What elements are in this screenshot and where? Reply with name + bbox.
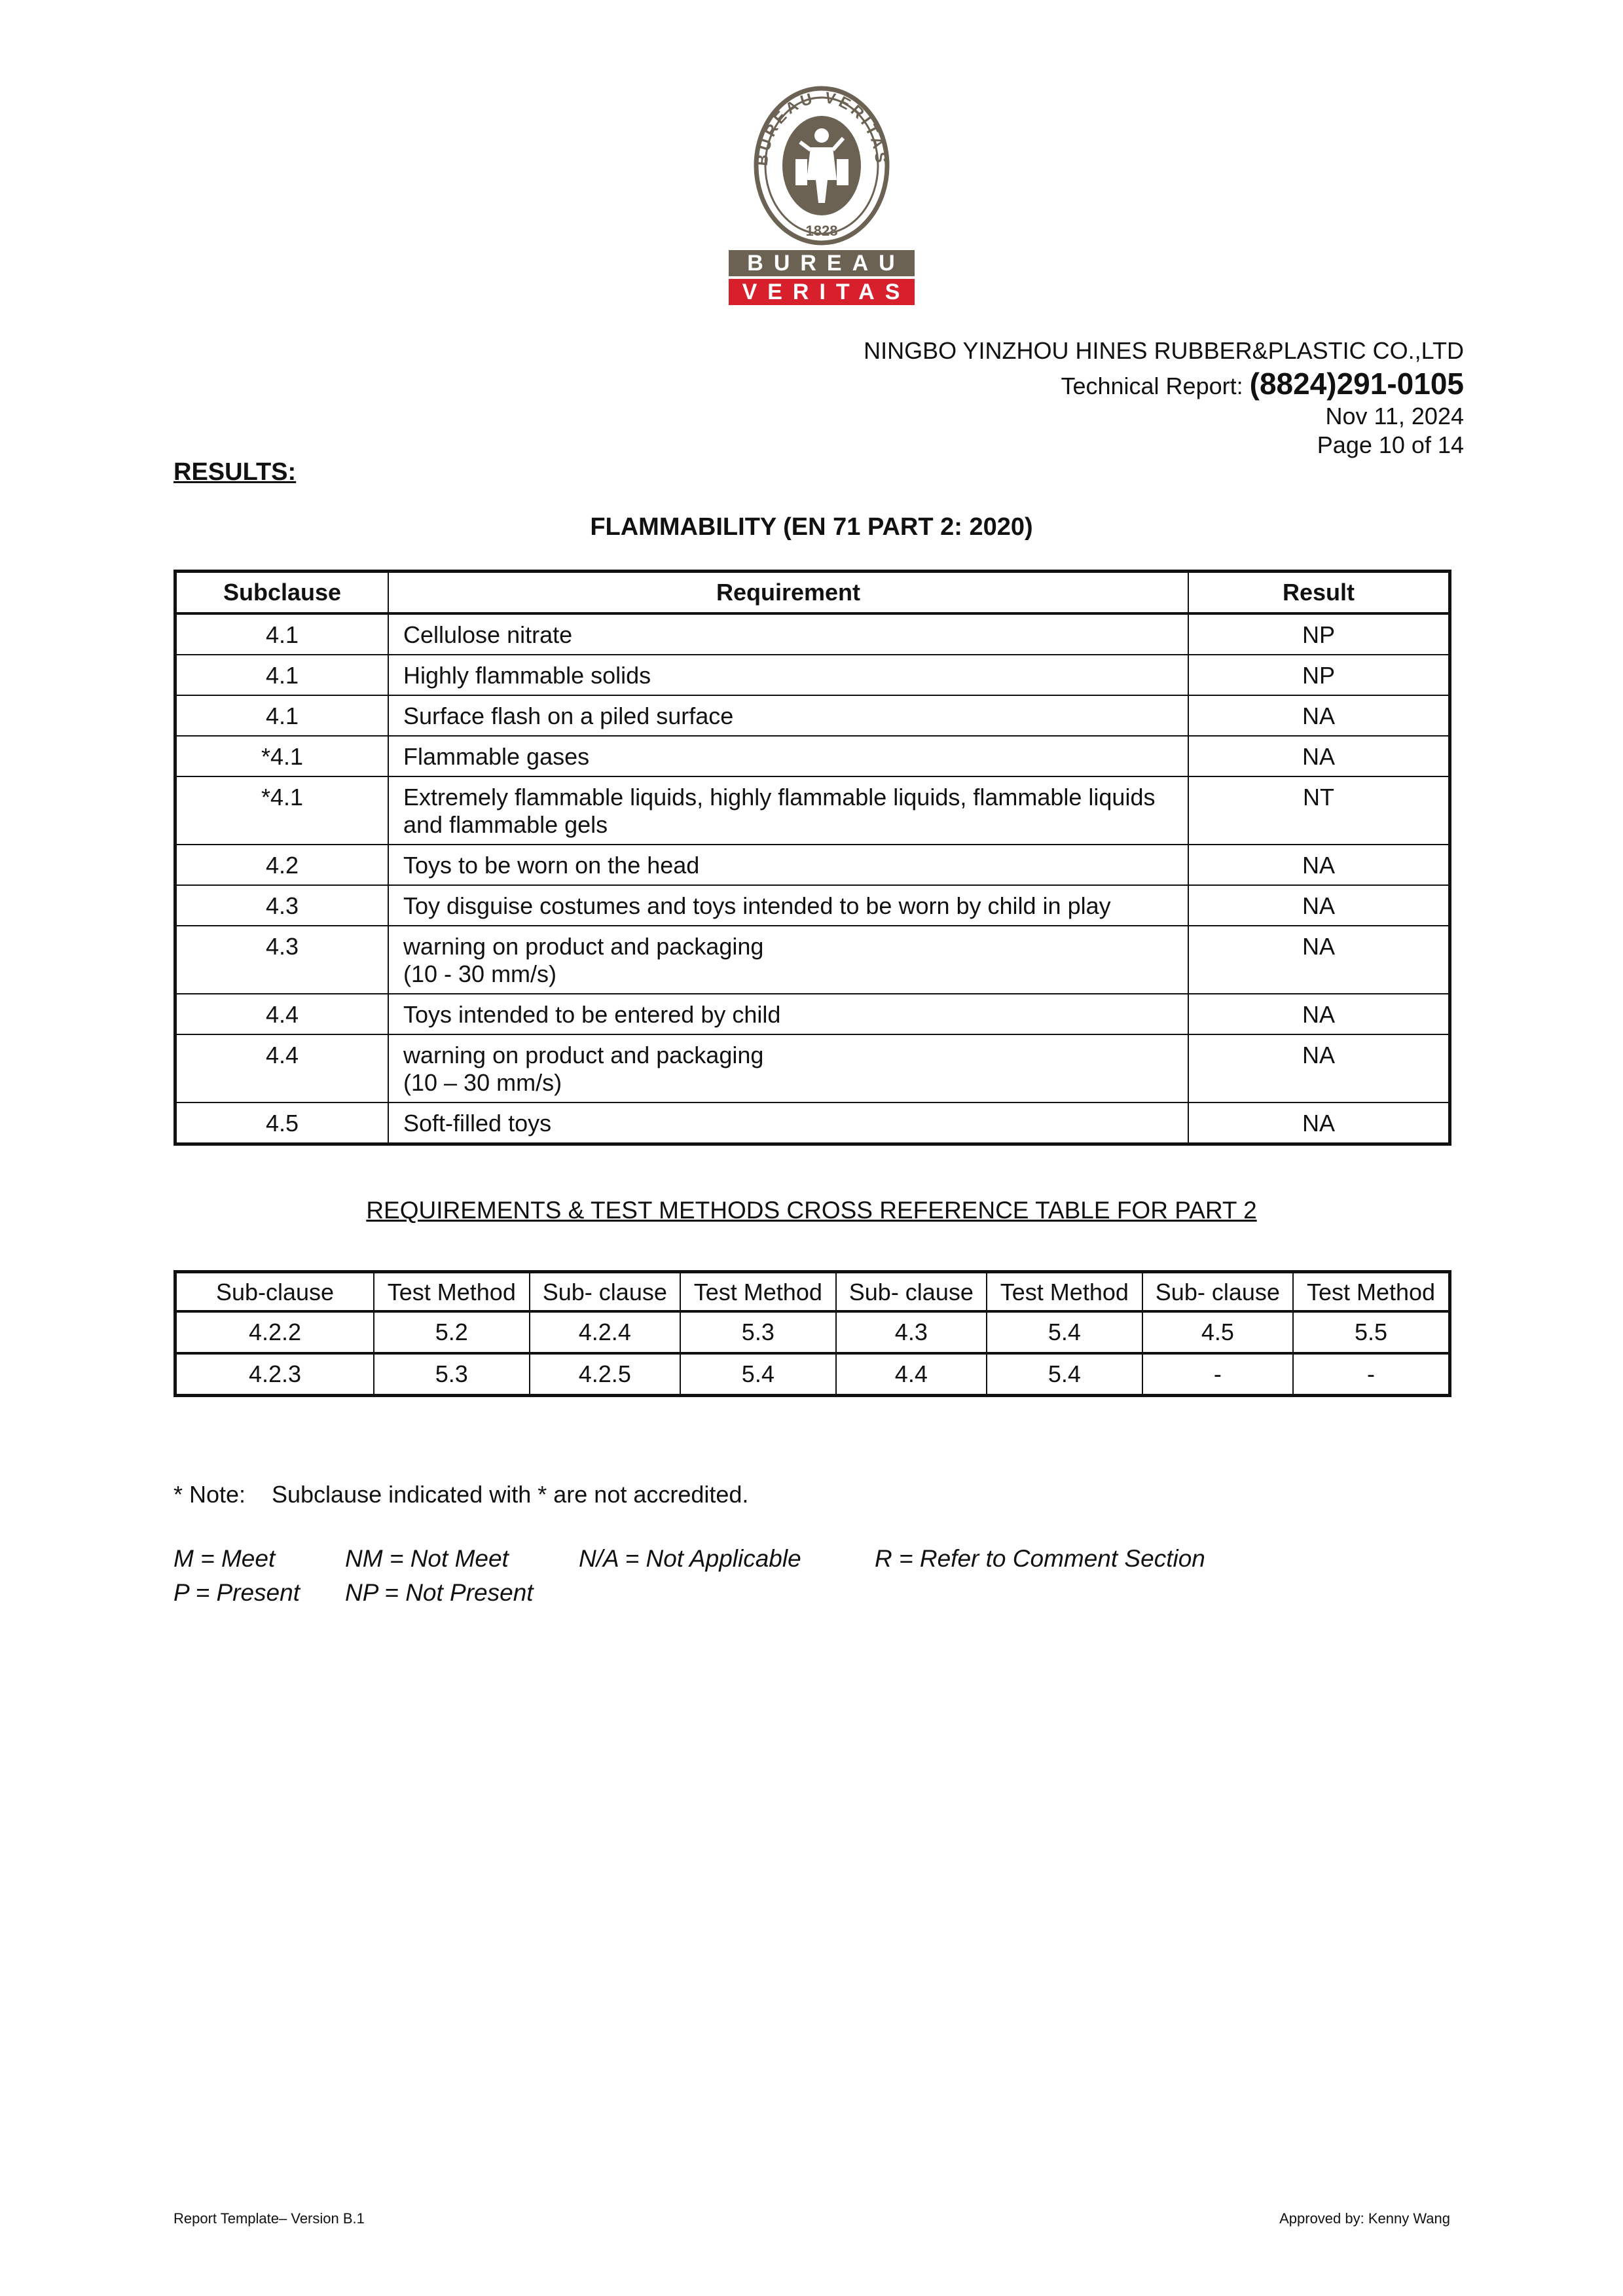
subclause-cell: 4.1 xyxy=(175,655,389,695)
table-row xyxy=(175,926,1450,994)
column-header: Requirement xyxy=(388,572,1188,614)
table-row xyxy=(175,613,1450,655)
requirement-cell: Toy disguise costumes and toys intended to be worn by child in play xyxy=(388,885,1188,926)
subclause-cell: 4.4 xyxy=(175,1034,389,1102)
subclause-cell: 4.3 xyxy=(175,885,389,926)
table-cell: 4.2.3 xyxy=(175,1353,374,1396)
table-cell: 5.4 xyxy=(987,1311,1142,1353)
table-cell: 5.2 xyxy=(374,1311,530,1353)
requirement-cell: Toys to be worn on the head xyxy=(388,845,1188,885)
table-cell: 4.4 xyxy=(836,1353,987,1396)
requirement-cell: Surface flash on a piled surface xyxy=(388,695,1188,736)
legend-meet: M = Meet xyxy=(173,1545,276,1572)
legend-refer: R = Refer to Comment Section xyxy=(875,1545,1205,1572)
legend-not-meet: NM = Not Meet xyxy=(345,1545,509,1572)
table-row xyxy=(175,1311,1450,1353)
table-cell: 4.3 xyxy=(836,1311,987,1353)
legend-not-applicable: N/A = Not Applicable xyxy=(579,1545,801,1572)
requirement-cell: Cellulose nitrate xyxy=(388,613,1188,655)
table-cell: 4.2.5 xyxy=(530,1353,680,1396)
result-cell: NP xyxy=(1188,613,1450,655)
page-indicator: Page 10 of 14 xyxy=(1317,431,1464,458)
column-header: Test Method xyxy=(1293,1272,1450,1312)
table-cell: 5.4 xyxy=(680,1353,836,1396)
subclause-cell: 4.4 xyxy=(175,994,389,1034)
cross-reference-table xyxy=(173,1270,1451,1397)
column-header: Result xyxy=(1188,572,1450,614)
result-cell: NA xyxy=(1188,1034,1450,1102)
subclause-cell: 4.1 xyxy=(175,613,389,655)
report-number-line xyxy=(1061,369,1464,401)
table-cell: - xyxy=(1293,1353,1450,1396)
requirement-cell: warning on product and packaging (10 – 30 mm/s) xyxy=(388,1034,1188,1102)
table-row xyxy=(175,994,1450,1034)
footer-approved-by: Approved by: Kenny Wang xyxy=(1279,2210,1450,2227)
table-cell: 5.3 xyxy=(374,1353,530,1396)
column-header: Sub- clause xyxy=(836,1272,987,1312)
cross-reference-title: REQUIREMENTS & TEST METHODS CROSS REFERENCE TABLE FOR PART 2 xyxy=(366,1197,1257,1224)
subclause-cell: *4.1 xyxy=(175,776,389,845)
table-row xyxy=(175,1034,1450,1102)
table-row xyxy=(175,885,1450,926)
requirement-cell: Toys intended to be entered by child xyxy=(388,994,1188,1034)
result-cell: NP xyxy=(1188,655,1450,695)
requirement-cell: Flammable gases xyxy=(388,736,1188,776)
column-header: Test Method xyxy=(680,1272,836,1312)
report-label: Technical Report: xyxy=(1061,373,1243,399)
report-date: Nov 11, 2024 xyxy=(1325,403,1464,429)
table-cell: 5.5 xyxy=(1293,1311,1450,1353)
results-heading: RESULTS: xyxy=(173,458,297,486)
table-cell: 5.4 xyxy=(987,1353,1142,1396)
result-cell: NA xyxy=(1188,845,1450,885)
table-row xyxy=(175,1102,1450,1144)
requirement-cell: Highly flammable solids xyxy=(388,655,1188,695)
column-header: Subclause xyxy=(175,572,389,614)
note-text: Subclause indicated with * are not accredited. xyxy=(272,1481,749,1508)
result-cell: NA xyxy=(1188,1102,1450,1144)
svg-text:BUREAU VERITAS: BUREAU VERITAS xyxy=(753,88,890,167)
table-row xyxy=(175,695,1450,736)
subclause-cell: 4.1 xyxy=(175,695,389,736)
table-cell: 5.3 xyxy=(680,1311,836,1353)
column-header: Sub-clause xyxy=(175,1272,374,1312)
footer-template-version: Report Template– Version B.1 xyxy=(173,2210,365,2227)
flammability-table xyxy=(173,570,1451,1146)
table-row xyxy=(175,1353,1450,1396)
table-row xyxy=(175,776,1450,845)
column-header: Test Method xyxy=(374,1272,530,1312)
legend-not-present: NP = Not Present xyxy=(345,1579,534,1606)
legend-present: P = Present xyxy=(173,1579,300,1606)
company-name: NINGBO YINZHOU HINES RUBBER&PLASTIC CO.,LTD xyxy=(864,337,1464,364)
subclause-cell: 4.5 xyxy=(175,1102,389,1144)
table-cell: 4.2.2 xyxy=(175,1311,374,1353)
table-row xyxy=(175,736,1450,776)
note-label: * Note: xyxy=(173,1481,246,1508)
requirement-cell: Soft-filled toys xyxy=(388,1102,1188,1144)
table-row xyxy=(175,845,1450,885)
result-cell: NA xyxy=(1188,695,1450,736)
flammability-title: FLAMMABILITY (EN 71 PART 2: 2020) xyxy=(590,513,1033,541)
requirement-cell: warning on product and packaging (10 - 30 mm/s) xyxy=(388,926,1188,994)
result-cell: NA xyxy=(1188,926,1450,994)
column-header: Sub- clause xyxy=(1142,1272,1293,1312)
table-cell: - xyxy=(1142,1353,1293,1396)
subclause-cell: 4.3 xyxy=(175,926,389,994)
column-header: Sub- clause xyxy=(530,1272,680,1312)
report-number: (8824)291-0105 xyxy=(1249,367,1464,401)
table-cell: 4.5 xyxy=(1142,1311,1293,1353)
result-cell: NA xyxy=(1188,736,1450,776)
table-header-row xyxy=(175,572,1450,614)
subclause-cell: *4.1 xyxy=(175,736,389,776)
subclause-cell: 4.2 xyxy=(175,845,389,885)
result-cell: NA xyxy=(1188,994,1450,1034)
accreditation-note xyxy=(173,1481,748,1508)
table-row xyxy=(175,655,1450,695)
table-cell: 4.2.4 xyxy=(530,1311,680,1353)
brand-name-line1: BUREAU xyxy=(729,250,915,276)
column-header: Test Method xyxy=(987,1272,1142,1312)
bureau-veritas-logo xyxy=(727,82,917,311)
seal-emblem-icon xyxy=(727,82,917,246)
svg-text:1828: 1828 xyxy=(805,223,838,239)
result-cell: NT xyxy=(1188,776,1450,845)
brand-name-line2: VERITAS xyxy=(729,279,915,305)
table-header-row xyxy=(175,1272,1450,1312)
requirement-cell: Extremely flammable liquids, highly flammable liquids, flammable liquids and flammable gels xyxy=(388,776,1188,845)
result-cell: NA xyxy=(1188,885,1450,926)
